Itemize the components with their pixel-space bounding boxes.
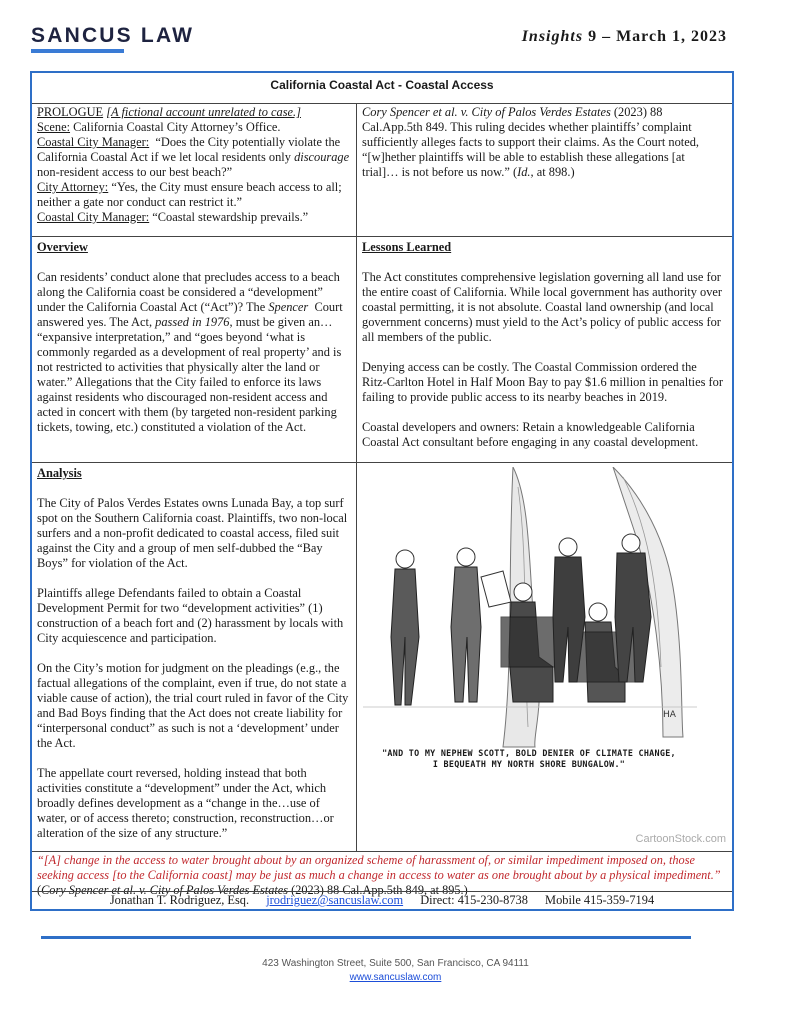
quote-text: “[A] change in the access to water brought about by an organized scheme of harassment of, or similar impediment imposed on, those seeking access [to the California coast] may be just as much a change in access to water as one brought about by a physical impediment.” bbox=[37, 853, 721, 882]
ccm-label: Coastal City Manager: bbox=[37, 135, 150, 149]
citation-page: at 898.) bbox=[536, 165, 575, 179]
scene-text: California Coastal City Attorney’s Office. bbox=[73, 120, 281, 134]
quote-case: Cory Spencer et al. v. City of Palos Verdes Estates bbox=[41, 883, 289, 897]
cartoon-illustration bbox=[363, 467, 697, 777]
overview-cell bbox=[37, 240, 353, 435]
lessons-cell bbox=[362, 240, 724, 450]
cartoon-caption bbox=[369, 748, 689, 770]
insights-table bbox=[30, 71, 734, 911]
lessons-paragraph-3: Coastal developers and owners: Retain a knowledgeable California Coastal Act consultant before engaging in any coastal development. bbox=[362, 420, 699, 449]
ccm-text: “Does the City potentially violate the California Coastal Act if we let local residents only bbox=[37, 135, 341, 164]
analysis-paragraph-1: The City of Palos Verdes Estates owns Lunada Bay, a top surf spot on the Southern California coast. Plaintiffs, two non-local surfers and a non-profit dedicated to coastal access, filed suit against the City and a group of men self-dubbed the “Bay Boys” for violation of the Act. bbox=[37, 496, 348, 570]
cartoon-cell bbox=[357, 463, 732, 851]
attorney-text: “Yes, the City must ensure beach access to all; neither a gate nor conduct can restrict it.” bbox=[37, 180, 342, 209]
row-divider-1 bbox=[32, 236, 732, 237]
analysis-paragraph-4: The appellate court reversed, holding instead that both activities constitute a “development” under the Act, which broadly defines development as a “change in the…use of water, or of access thereto; construction, reconstruction…or alteration of the size of any structure.” bbox=[37, 766, 334, 840]
quote-citation: (2023) 88 Cal.App.5th 849, at 895.) bbox=[291, 883, 468, 897]
issue-series: Insights bbox=[521, 28, 584, 45]
row-divider-3 bbox=[32, 851, 732, 852]
table-title: California Coastal Act - Coastal Access bbox=[32, 73, 732, 104]
analysis-cell bbox=[37, 466, 353, 841]
ccm2-text: “Coastal stewardship prevails.” bbox=[152, 210, 309, 224]
contact-direct: Direct: 415-230-8738 bbox=[420, 893, 528, 907]
contact-mobile: Mobile 415-359-7194 bbox=[545, 893, 655, 907]
citation-id: Id., bbox=[517, 165, 534, 179]
footer-website-row bbox=[0, 972, 791, 983]
overview-heading: Overview bbox=[37, 240, 88, 254]
ccm2-label: Coastal City Manager: bbox=[37, 210, 150, 224]
lessons-paragraph-2: Denying access can be costly. The Coastal Commission ordered the Ritz-Carlton Hotel in Half Moon Bay to pay $1.6 million in penalties for failing to provide public access to its nearby beaches in 2019. bbox=[362, 360, 723, 404]
lessons-heading: Lessons Learned bbox=[362, 240, 452, 254]
prologue-note: [A fictional account unrelated to case.] bbox=[106, 105, 301, 119]
firm-logo: SANCUS LAW bbox=[31, 24, 195, 47]
contact-name: Jonathan T. Rodriguez, Esq. bbox=[109, 893, 250, 907]
lessons-paragraph-1: The Act constitutes comprehensive legislation governing all land use for the entire coast of California. While local government has authority over coastal permitting, it is not absolute. Coastal land ownership (and local government concerns) must yield to the Act’s policy of public access for all members of the public. bbox=[362, 270, 723, 344]
attorney-label: City Attorney: bbox=[37, 180, 109, 194]
contact-row bbox=[32, 891, 732, 910]
citation-case: Cory Spencer et al. v. City of Palos Verdes Estates bbox=[362, 105, 611, 119]
prologue-cell bbox=[37, 105, 353, 225]
issue-label bbox=[522, 28, 727, 46]
citation-text: (2023) 88 Cal.App.5th 849. This ruling decides whether plaintiffs’ complaint sufficiently alleges facts to support their claims. As the Court noted, “[w]hether plaintiffs will be able to establish these allegations [at trial]… is not before us now.” ( bbox=[362, 105, 700, 179]
scene-label: Scene: bbox=[37, 120, 71, 134]
cartoon-credit: CartoonStock.com bbox=[635, 833, 726, 845]
ccm-text-end: non-resident access to our best beach?” bbox=[37, 165, 233, 179]
ccm-emphasis: discourage bbox=[294, 150, 350, 164]
contact-email-link[interactable]: jrodriguez@sancuslaw.com bbox=[266, 893, 404, 907]
analysis-paragraph-3: On the City’s motion for judgment on the pleadings (e.g., the factual allegations of the complaint, even if true, do not state a viable cause of action), the trial court ruled in favor of the City and Bad Boys finding that the Act does not create liability for “interpersonal conduct” as such is not a ‘development’ under the Act. bbox=[37, 661, 349, 750]
footer-address: 423 Washington Street, Suite 500, San Francisco, CA 94111 bbox=[262, 958, 529, 969]
issue-number-date: 9 – March 1, 2023 bbox=[588, 28, 727, 45]
analysis-paragraph-2: Plaintiffs allege Defendants failed to obtain a Coastal Development Permit for two “development activities” (1) construction of a beach fort and (2) harassment by locals with City acquiescence and participation. bbox=[37, 586, 344, 645]
footer-website-link[interactable]: www.sancuslaw.com bbox=[349, 972, 442, 983]
footer-divider bbox=[41, 936, 691, 939]
logo-underline bbox=[31, 49, 124, 53]
pull-quote: “[A] change in the access to water brought about by an organized scheme of harassment of, or similar impediment imposed on, those seeking access [to the California coast] may be just as much a change in access to water as one brought about by a physical impediment.” (Cory Spencer et al. v. City of Palos Verdes Estates (2023) 88 Cal.App.5th 849, at 895.) bbox=[37, 853, 721, 897]
caption-line-1: "AND TO MY NEPHEW SCOTT, BOLD DENIER OF CLIMATE CHANGE, bbox=[382, 748, 676, 758]
citation-cell bbox=[362, 105, 724, 180]
caption-line-2: I BEQUEATH MY NORTH SHORE BUNGALOW." bbox=[432, 759, 626, 769]
analysis-heading: Analysis bbox=[37, 466, 82, 480]
prologue-label: PROLOGUE bbox=[37, 105, 104, 119]
overview-paragraph: Can residents’ conduct alone that precludes access to a beach along the California coast be considered a “development” under the California Coastal Act (“Act”)? The Spencer Court answered yes. The Act, passed in 1976, must be given an… “expansive interpretation,” and “goes beyond ‘what is commonly regarded as a development of real property’ and is not restricted to activities that physically alter the land or water.” Allegations that the City failed to enforce its laws against residents who discouraged non-resident access and acted in concert with them (by targeted non-resident parking tickets, towing, etc.) constituted a violation of the Act. bbox=[37, 270, 343, 434]
cartoon-signature: HA bbox=[663, 710, 676, 720]
